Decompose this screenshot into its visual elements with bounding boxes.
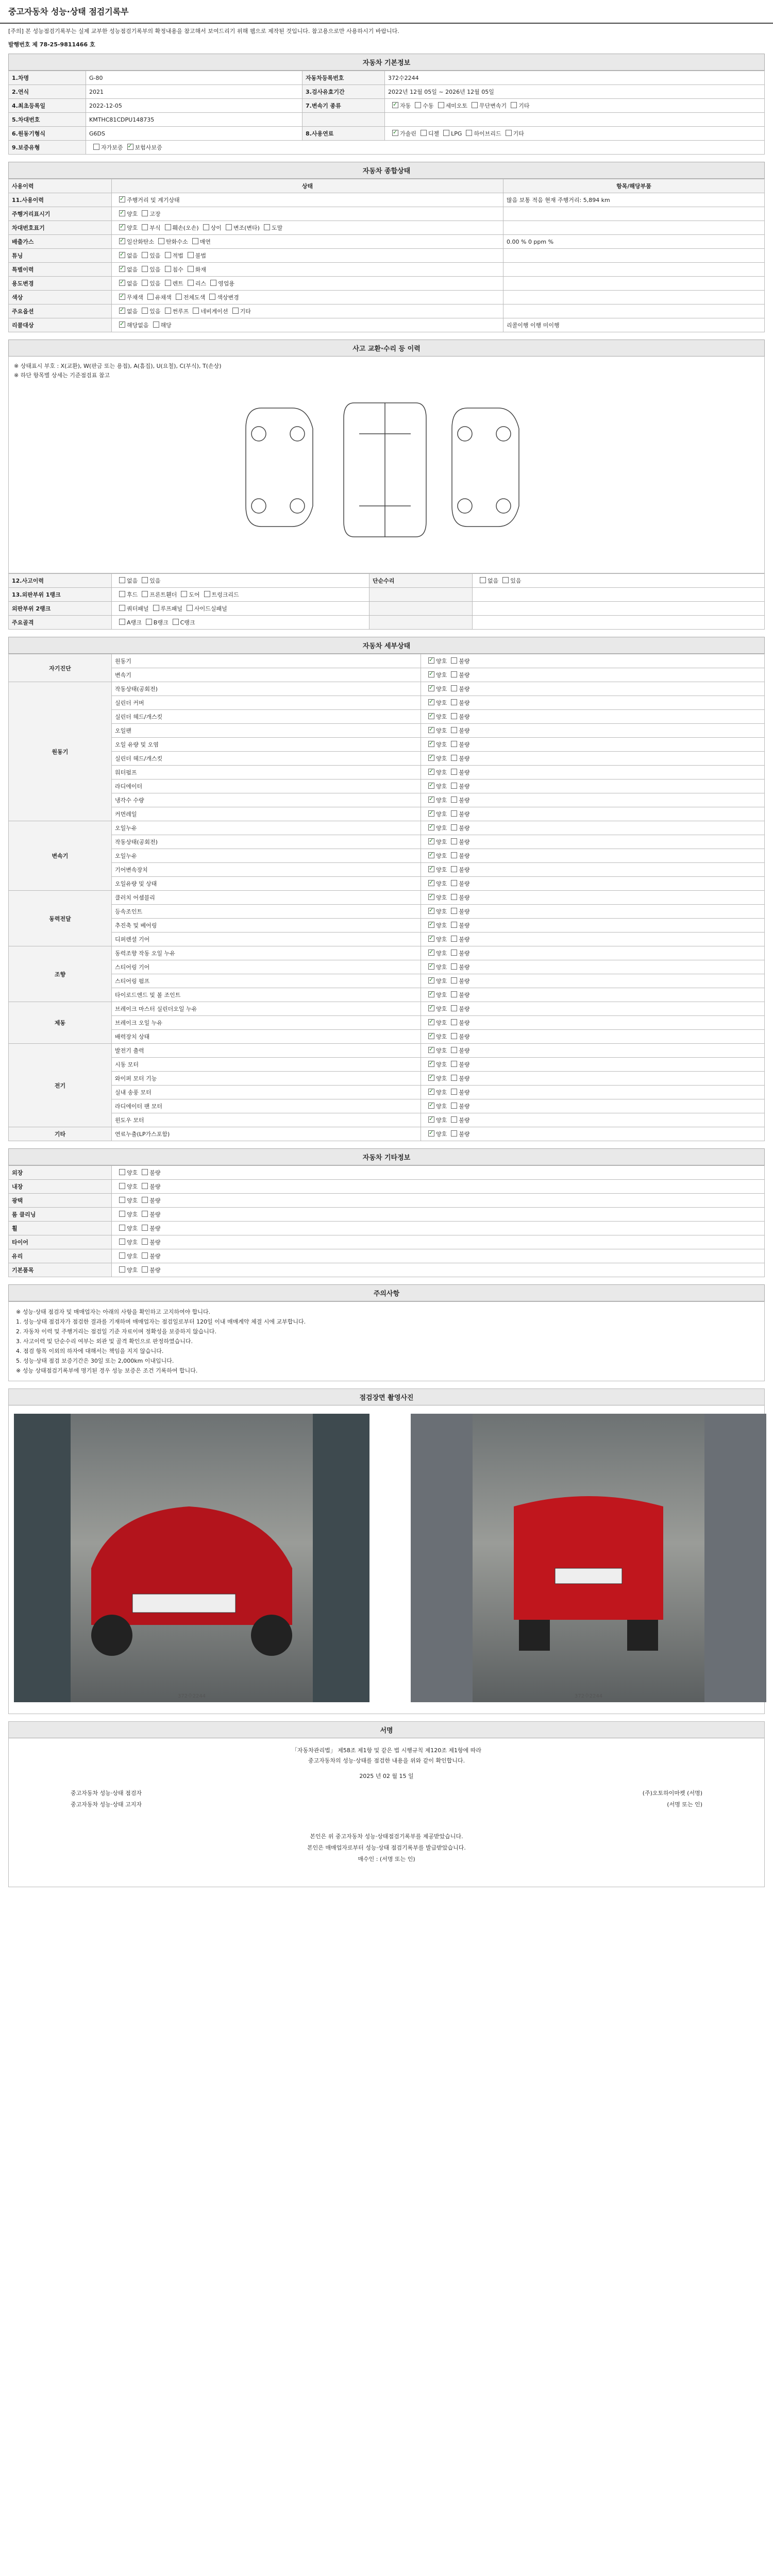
checkbox[interactable]	[119, 321, 125, 328]
checkbox[interactable]	[119, 224, 125, 230]
checkbox[interactable]	[451, 810, 457, 817]
checkbox[interactable]	[428, 671, 434, 677]
col-parts: 항목/해당부품	[503, 179, 765, 193]
checkbox[interactable]	[428, 1130, 434, 1137]
checkbox[interactable]	[142, 1169, 148, 1175]
checkbox[interactable]	[188, 280, 194, 286]
etc-row: 광택 양호 불량	[9, 1194, 765, 1208]
checkbox[interactable]	[451, 796, 457, 803]
checkbox[interactable]	[443, 130, 449, 136]
checkbox[interactable]	[451, 1130, 457, 1137]
col-state: 상태	[112, 179, 503, 193]
detail-title: 자동차 세부상태	[8, 637, 765, 654]
checkbox[interactable]	[176, 294, 182, 300]
overall-row: 11.사용이력 ✓ 주행거리 및 계기상태 많음 보통 적음 현재 주행거리: 5,894 km	[9, 193, 765, 207]
accident-row: 외판부위 2랭크 쿼터패널 루프패널 사이드실패널	[9, 602, 765, 616]
detail-row: 스티어링 기어 ✓ 양호 불량	[9, 960, 765, 974]
checkbox[interactable]	[451, 685, 457, 691]
checkbox[interactable]	[119, 605, 125, 611]
detail-row: 조향 동력조향 작동 오일 누유 ✓ 양호 불량	[9, 946, 765, 960]
checkbox[interactable]	[451, 1116, 457, 1123]
basic-row: 4.최초등록일 2022-12-05 7.변속기 종류 ✓ 자동 수동 세미오토 무단변속기 기타	[9, 99, 765, 113]
detail-row: 실내 송풍 모터 ✓ 양호 불량	[9, 1086, 765, 1099]
checkbox[interactable]	[119, 1211, 125, 1217]
detail-row: 오일팬 ✓ 양호 불량	[9, 724, 765, 738]
checkbox[interactable]	[142, 1266, 148, 1273]
overall-title: 자동차 종합상태	[8, 162, 765, 179]
checkbox[interactable]	[451, 755, 457, 761]
checkbox[interactable]	[142, 266, 148, 272]
basic-row: 5.차대번호 KMTHC81CDPU148735	[9, 113, 765, 127]
checkbox[interactable]	[119, 252, 125, 258]
accident-title: 사고 교환·수리 등 이력	[8, 340, 765, 357]
checkbox[interactable]	[392, 130, 398, 136]
overall-row: 튜닝 ✓ 없음 있음 적법 불법	[9, 249, 765, 263]
basic-info-section	[8, 54, 765, 155]
caution-line: 2. 자동차 이력 및 주행거리는 점검일 기준 자료이며 정확성을 보증하지 않습니다.	[16, 1328, 216, 1335]
detail-row: 전기 발전기 출력 ✓ 양호 불량	[9, 1044, 765, 1058]
basic-row: 2.연식 2021 3.검사유효기간 2022년 12월 05일 ~ 2026년 12월 05일	[9, 85, 765, 99]
detail-row: 라디에이터 팬 모터 ✓ 양호 불량	[9, 1099, 765, 1113]
checkbox[interactable]	[428, 908, 434, 914]
detail-row: 오일누유 ✓ 양호 불량	[9, 849, 765, 863]
checkbox[interactable]	[451, 713, 457, 719]
etc-row: 룸 클리닝 양호 불량	[9, 1208, 765, 1222]
buyer-text: 본인은 매매업자로부터 성능·상태 점검기록부를 발급받았습니다.	[307, 1844, 466, 1851]
detail-row: 윈도우 모터 ✓ 양호 불량	[9, 1113, 765, 1127]
checker-name: (주)오토하이마켓 (서명)	[642, 1790, 702, 1797]
checkbox[interactable]	[502, 577, 509, 583]
checkbox[interactable]	[193, 308, 199, 314]
detail-section	[8, 637, 765, 1141]
detail-row: 냉각수 수량 ✓ 양호 불량	[9, 793, 765, 807]
checkbox[interactable]	[428, 657, 434, 664]
etc-row: 휠 양호 불량	[9, 1222, 765, 1235]
checkbox[interactable]	[142, 1239, 148, 1245]
checkbox[interactable]	[204, 591, 210, 597]
checker-label: 중고자동차 성능·상태 점검자	[71, 1790, 142, 1797]
detail-row: 실린더 헤드/개스킷 ✓ 양호 불량	[9, 752, 765, 766]
checkbox[interactable]	[93, 144, 99, 150]
detail-row: 작동상태(공회전) ✓ 양호 불량	[9, 835, 765, 849]
checkbox[interactable]	[210, 280, 216, 286]
checkbox[interactable]	[165, 252, 171, 258]
checkbox[interactable]	[119, 210, 125, 216]
checkbox[interactable]	[142, 1225, 148, 1231]
accident-section	[8, 340, 765, 630]
checkbox[interactable]	[451, 824, 457, 831]
checkbox[interactable]	[451, 852, 457, 858]
dealer-label: 중고자동차 성능·상태 고지자	[71, 1801, 142, 1808]
checkbox[interactable]	[428, 977, 434, 984]
checkbox[interactable]	[119, 1197, 125, 1203]
checkbox[interactable]	[119, 591, 125, 597]
document-number: 발행번호 제 78-25-9811466 호	[8, 41, 95, 48]
checkbox[interactable]	[146, 619, 152, 625]
checkbox[interactable]	[264, 224, 270, 230]
checkbox[interactable]	[451, 1089, 457, 1095]
etc-row: 외장 양호 불량	[9, 1166, 765, 1180]
checkbox[interactable]	[466, 130, 472, 136]
checkbox[interactable]	[451, 727, 457, 733]
checkbox[interactable]	[428, 866, 434, 872]
sign-title: 서명	[9, 1722, 764, 1738]
detail-row: 동력전달 클러치 어셈블리 ✓ 양호 불량	[9, 891, 765, 905]
caution-line: 1. 성능·상태 점검자가 점검한 결과를 기재하며 매매업자는 점검일로부터 120일 이내 매매계약 체결 시에 교부합니다.	[16, 1318, 306, 1325]
etc-row: 유리 양호 불량	[9, 1249, 765, 1263]
checkbox[interactable]	[119, 308, 125, 314]
checkbox[interactable]	[428, 783, 434, 789]
checkbox[interactable]	[451, 783, 457, 789]
checkbox[interactable]	[428, 713, 434, 719]
checkbox[interactable]	[428, 950, 434, 956]
checkbox[interactable]	[451, 671, 457, 677]
basic-info-table: 1.차명 G-80 자동차등록번호 372수2244 2.연식 2021 3.검사유효기간 2022년 12월 05일 ~ 2026년 12월 05일 4.최초등록일 2022-12-05 7.변속기 종류 ✓ 자동 수동 세미오토 무단변속기 기타 5.차대번호 KMTHC81CDPU148735 6.원동기형식 G6DS 8.사용연료 ✓ 가솔린 디젤 LPG 하이브리드 기타 9.보증유형 자가보증✓ 보험사보증	[8, 71, 765, 155]
checkbox[interactable]	[142, 280, 148, 286]
car-rear-photo-icon	[411, 1414, 766, 1702]
overall-row: 특별이력 ✓ 없음 있음 침수 화재	[9, 263, 765, 277]
checkbox[interactable]	[119, 294, 125, 300]
checkbox[interactable]	[119, 619, 125, 625]
basic-info-title: 자동차 기본정보	[8, 54, 765, 71]
detail-row: 실린더 헤드/개스킷 ✓ 양호 불량	[9, 710, 765, 724]
checkbox[interactable]	[119, 1183, 125, 1189]
detail-row: 기어변속장치 ✓ 양호 불량	[9, 863, 765, 877]
checkbox[interactable]	[451, 1075, 457, 1081]
overall-row: 배출가스 ✓ 일산화탄소 탄화수소 매연 0.00 % 0 ppm %	[9, 235, 765, 249]
checkbox[interactable]	[451, 657, 457, 664]
caution-line: ※ 성능·상태 점검자 및 매매업자는 아래의 사항을 확인하고 고지하여야 합니다.	[16, 1309, 211, 1315]
checkbox[interactable]	[421, 130, 427, 136]
checkbox[interactable]	[428, 824, 434, 831]
checkbox[interactable]	[192, 238, 198, 244]
checkbox[interactable]	[428, 755, 434, 761]
checkbox[interactable]	[203, 224, 209, 230]
checkbox[interactable]	[428, 922, 434, 928]
checkbox[interactable]	[428, 1005, 434, 1011]
checkbox[interactable]	[451, 1033, 457, 1039]
checkbox[interactable]	[451, 963, 457, 970]
detail-row: 디퍼렌셜 기어 ✓ 양호 불량	[9, 933, 765, 946]
checkbox[interactable]	[451, 1019, 457, 1025]
photo-section	[8, 1388, 765, 1714]
checkbox[interactable]	[165, 224, 171, 230]
inspection-photo-rear	[411, 1414, 766, 1702]
checkbox[interactable]	[451, 880, 457, 886]
sign-text: 「자동차관리법」 제58조 제1항 및 같은 법 시행규칙 제120조 제1항에 따라	[291, 1747, 482, 1754]
car-diagram	[8, 357, 765, 573]
checkbox[interactable]	[428, 880, 434, 886]
etc-table	[8, 1165, 765, 1277]
detail-row: 와이퍼 모터 기능 ✓ 양호 불량	[9, 1072, 765, 1086]
page-title: 중고자동차 성능·상태 점검기록부	[0, 0, 773, 24]
checkbox[interactable]	[451, 838, 457, 844]
checkbox[interactable]	[119, 577, 125, 583]
basic-row: 1.차명 G-80 자동차등록번호 372수2244	[9, 71, 765, 85]
checkbox[interactable]	[428, 685, 434, 691]
detail-row: 라디에이터 ✓ 양호 불량	[9, 779, 765, 793]
detail-row: 기타 연료누출(LP가스포함) ✓ 양호 불량	[9, 1127, 765, 1141]
overall-row: 용도변경 ✓ 없음 있음 렌트 리스 영업용	[9, 277, 765, 291]
checkbox[interactable]	[392, 102, 398, 108]
checkbox[interactable]	[428, 1103, 434, 1109]
checkbox[interactable]	[428, 1061, 434, 1067]
detail-row: 실린더 커버 ✓ 양호 불량	[9, 696, 765, 710]
etc-row: 기본품목 양호 불량	[9, 1263, 765, 1277]
checkbox[interactable]	[158, 238, 164, 244]
checkbox[interactable]	[451, 1061, 457, 1067]
checkbox[interactable]	[451, 699, 457, 705]
detail-row: 자기진단 원동기 ✓ 양호 불량	[9, 654, 765, 668]
overall-row: 주요옵션 ✓ 없음 있음 썬루프 네비게이션 기타	[9, 304, 765, 318]
checkbox[interactable]	[209, 294, 215, 300]
sign-text: 중고자동차의 성능·상태를 점검한 내용을 위와 같이 확인합니다.	[308, 1757, 465, 1764]
caution-title: 주의사항	[8, 1284, 765, 1301]
checkbox[interactable]	[428, 699, 434, 705]
checkbox[interactable]	[165, 308, 171, 314]
detail-row: 제동 브레이크 마스터 실린더오일 누유 ✓ 양호 불량	[9, 1002, 765, 1016]
checkbox[interactable]	[119, 238, 125, 244]
checkbox[interactable]	[119, 266, 125, 272]
buyer-text: 본인은 위 중고자동차 성능·상태점검기록부를 제공받았습니다.	[310, 1833, 463, 1840]
overall-row: 색상 ✓ 무채색 유채색 전체도색 색상변경	[9, 291, 765, 304]
caution-line: ※ 성능 상태점검기록부에 명기된 경우 성능 보증은 조건 기록하여 합니다.	[16, 1367, 198, 1374]
checkbox[interactable]	[428, 1033, 434, 1039]
checkbox[interactable]	[142, 1183, 148, 1189]
overall-row: 주행거리표시기 ✓ 양호 고장	[9, 207, 765, 221]
checkbox[interactable]	[428, 894, 434, 900]
checkbox[interactable]	[226, 224, 232, 230]
basic-row: 6.원동기형식 G6DS 8.사용연료 ✓ 가솔린 디젤 LPG 하이브리드 기타	[9, 127, 765, 141]
checkbox[interactable]	[142, 1197, 148, 1203]
checkbox[interactable]	[451, 1103, 457, 1109]
checkbox[interactable]	[142, 1252, 148, 1259]
checkbox[interactable]	[119, 280, 125, 286]
checkbox[interactable]	[119, 196, 125, 202]
checkbox[interactable]	[188, 266, 194, 272]
checkbox[interactable]	[127, 144, 133, 150]
checkbox[interactable]	[142, 591, 148, 597]
checkbox[interactable]	[451, 908, 457, 914]
overall-table	[8, 179, 765, 332]
checkbox[interactable]	[451, 950, 457, 956]
caution-notes	[8, 1301, 765, 1381]
checkbox[interactable]	[142, 577, 148, 583]
checkbox[interactable]	[142, 210, 148, 216]
checkbox[interactable]	[451, 894, 457, 900]
caution-line: 4. 점검 항목 이외의 하자에 대해서는 책임을 지지 않습니다.	[16, 1348, 164, 1354]
photo-caption: 372수2244	[177, 1693, 206, 1699]
checkbox[interactable]	[506, 130, 512, 136]
detail-row: 등속조인트 ✓ 양호 불량	[9, 905, 765, 919]
checkbox[interactable]	[428, 1075, 434, 1081]
car-outline-icon	[241, 387, 529, 552]
checkbox[interactable]	[428, 810, 434, 817]
checkbox[interactable]	[428, 727, 434, 733]
dealer-name: (서명 또는 인)	[667, 1801, 702, 1808]
checkbox[interactable]	[428, 852, 434, 858]
detail-table	[8, 654, 765, 1141]
checkbox[interactable]	[428, 1089, 434, 1095]
detail-row: 배력장치 상태 ✓ 양호 불량	[9, 1030, 765, 1044]
caution-line: 3. 사고이력 및 단순수리 여부는 외관 및 골격 확인으로 판정하였습니다.	[16, 1338, 193, 1345]
caution-line: 5. 성능·상태 점검 보증기간은 30일 또는 2,000km 이내입니다.	[16, 1358, 174, 1364]
checkbox[interactable]	[451, 866, 457, 872]
overall-row: 차대번호표기 ✓ 양호 부식 훼손(오손) 상이 변조(변타) 도말	[9, 221, 765, 235]
checkbox[interactable]	[142, 308, 148, 314]
checkbox[interactable]	[480, 577, 486, 583]
detail-row: 시동 모터 ✓ 양호 불량	[9, 1058, 765, 1072]
checkbox[interactable]	[428, 936, 434, 942]
photo-caption: 372수2244	[574, 1693, 603, 1699]
detail-row: 브레이크 오일 누유 ✓ 양호 불량	[9, 1016, 765, 1030]
checkbox[interactable]	[428, 1047, 434, 1053]
checkbox[interactable]	[451, 991, 457, 997]
checkbox[interactable]	[188, 252, 194, 258]
checkbox[interactable]	[451, 977, 457, 984]
etc-row: 내장 양호 불량	[9, 1180, 765, 1194]
sign-date: 2025 년 02 월 15 일	[359, 1773, 414, 1780]
detail-row: 오일 유량 및 오염 ✓ 양호 불량	[9, 738, 765, 752]
checkbox[interactable]	[428, 991, 434, 997]
checkbox[interactable]	[511, 102, 517, 108]
checkbox[interactable]	[428, 1116, 434, 1123]
buyer-sign: 매수인 : (서명 또는 인)	[358, 1856, 415, 1862]
checkbox[interactable]	[187, 605, 193, 611]
overall-section	[8, 162, 765, 332]
checkbox[interactable]	[428, 963, 434, 970]
checkbox[interactable]	[428, 1019, 434, 1025]
detail-row: 워터펌프 ✓ 양호 불량	[9, 766, 765, 779]
inspection-photo-front	[14, 1414, 369, 1702]
checkbox[interactable]	[451, 922, 457, 928]
checkbox[interactable]	[173, 619, 179, 625]
checkbox[interactable]	[181, 591, 187, 597]
checkbox[interactable]	[142, 252, 148, 258]
detail-row: 오일유량 및 상태 ✓ 양호 불량	[9, 877, 765, 891]
checkbox[interactable]	[451, 1047, 457, 1053]
accident-row: 13.외판부위 1랭크 후드 프론트휀더 도어 트렁크리드	[9, 588, 765, 602]
accident-row: 12.사고이력 없음 있음 단순수리 없음 있음	[9, 574, 765, 588]
overall-row: 리콜대상 ✓ 해당없음 해당 리콜이행 이행 미이행	[9, 318, 765, 332]
notice-text: [주의] 본 성능점검기록부는 실제 교부한 성능점검기록부의 확정내용을 참고해서 보여드리기 위해 웹으로 제작된 것입니다. 참고용으로만 사용하시기 바랍니다.	[8, 28, 399, 35]
etc-title: 자동차 기타정보	[8, 1148, 765, 1165]
checkbox[interactable]	[153, 321, 159, 328]
checkbox[interactable]	[451, 769, 457, 775]
detail-row: 추진축 및 베어링 ✓ 양호 불량	[9, 919, 765, 933]
car-front-photo-icon	[14, 1414, 369, 1702]
etc-row: 타이어 양호 불량	[9, 1235, 765, 1249]
detail-row: 커먼레일 ✓ 양호 불량	[9, 807, 765, 821]
detail-row: 변속기 ✓ 양호 불량	[9, 668, 765, 682]
detail-row: 타이로드엔드 및 볼 조인트 ✓ 양호 불량	[9, 988, 765, 1002]
checkbox[interactable]	[153, 605, 159, 611]
checkbox[interactable]	[119, 1266, 125, 1273]
photo-title: 점검장면 촬영사진	[9, 1389, 764, 1405]
checkbox[interactable]	[451, 936, 457, 942]
checkbox[interactable]	[147, 294, 154, 300]
checkbox[interactable]	[232, 308, 239, 314]
checkbox[interactable]	[142, 1211, 148, 1217]
checkbox[interactable]	[165, 266, 171, 272]
col-usage: 사용이력	[9, 179, 112, 193]
checkbox[interactable]	[472, 102, 478, 108]
checkbox[interactable]	[415, 102, 421, 108]
accident-table	[8, 573, 765, 630]
checkbox[interactable]	[428, 769, 434, 775]
checkbox[interactable]	[119, 1239, 125, 1245]
legend-line: ※ 하단 항목별 상세는 기준점검표 참고	[14, 372, 110, 379]
checkbox[interactable]	[119, 1225, 125, 1231]
detail-row: 스티어링 펌프 ✓ 양호 불량	[9, 974, 765, 988]
detail-row: 원동기 작동상태(공회전) ✓ 양호 불량	[9, 682, 765, 696]
detail-row: 변속기 오일누유 ✓ 양호 불량	[9, 821, 765, 835]
checkbox[interactable]	[451, 1005, 457, 1011]
checkbox[interactable]	[119, 1169, 125, 1175]
checkbox[interactable]	[451, 741, 457, 747]
checkbox[interactable]	[428, 741, 434, 747]
etc-section	[8, 1148, 765, 1277]
checkbox[interactable]	[119, 1252, 125, 1259]
checkbox[interactable]	[428, 796, 434, 803]
sign-section	[8, 1721, 765, 1887]
accident-row: 주요골격 A랭크 B랭크 C랭크	[9, 616, 765, 630]
checkbox[interactable]	[428, 838, 434, 844]
legend-line: ※ 상태표시 부호 : X(교환), W(판금 또는 용접), A(흠집), U(요철), C(부식), T(손상)	[14, 363, 222, 369]
caution-section	[8, 1284, 765, 1381]
checkbox[interactable]	[438, 102, 444, 108]
checkbox[interactable]	[165, 280, 171, 286]
checkbox[interactable]	[142, 224, 148, 230]
